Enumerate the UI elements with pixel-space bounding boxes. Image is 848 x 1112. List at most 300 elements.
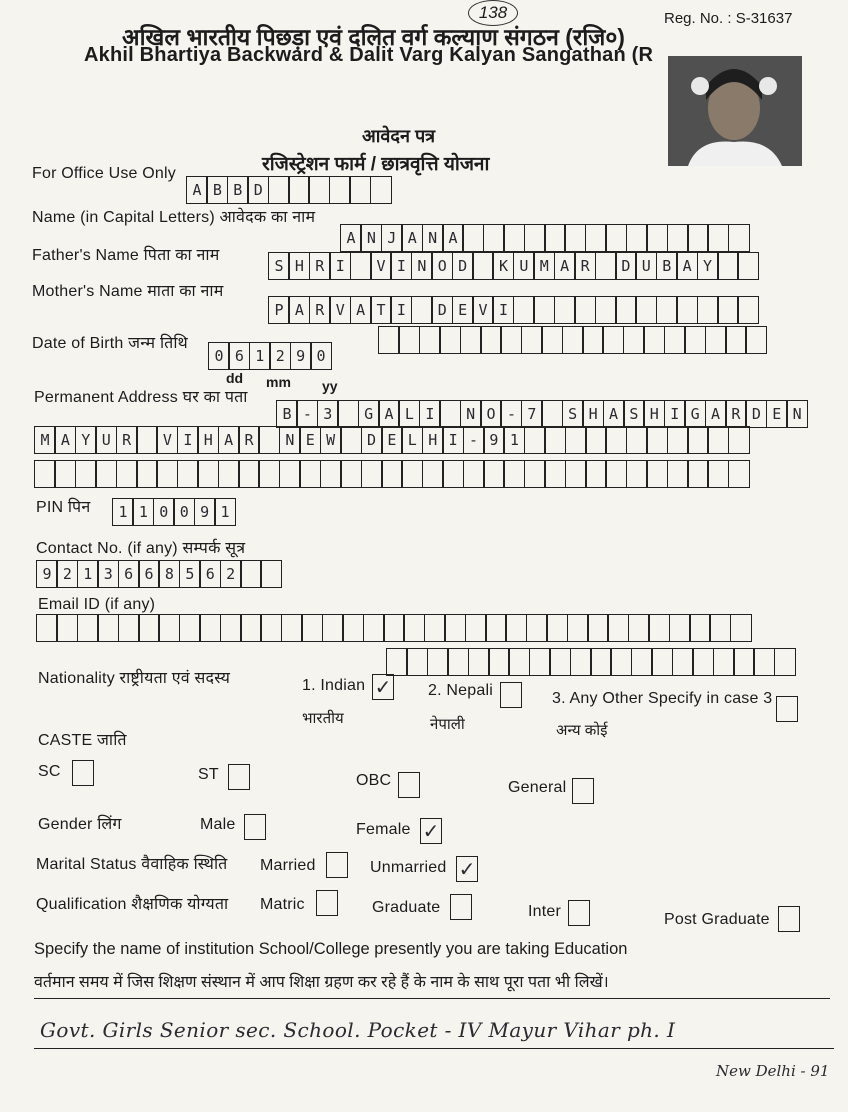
character-box[interactable] — [503, 460, 525, 488]
character-box[interactable]: O — [431, 252, 453, 280]
character-box[interactable]: J — [381, 224, 403, 252]
character-box[interactable] — [643, 326, 665, 354]
character-box[interactable] — [725, 326, 747, 354]
character-box[interactable]: 0 — [310, 342, 332, 370]
character-box[interactable]: - — [463, 426, 485, 454]
character-box[interactable]: E — [766, 400, 788, 428]
character-box[interactable]: R — [309, 296, 331, 324]
character-box[interactable] — [705, 326, 727, 354]
character-box[interactable] — [626, 460, 648, 488]
character-box[interactable]: A — [676, 252, 698, 280]
character-box[interactable]: H — [422, 426, 444, 454]
character-box[interactable]: N — [460, 400, 482, 428]
character-box[interactable] — [75, 460, 97, 488]
character-box[interactable] — [607, 614, 629, 642]
caste-sc-checkbox[interactable] — [72, 760, 94, 786]
office-use-boxes[interactable] — [186, 176, 390, 204]
caste-st-checkbox[interactable] — [228, 764, 250, 790]
character-box[interactable]: A — [54, 426, 76, 454]
character-box[interactable]: 1 — [77, 560, 99, 588]
character-box[interactable] — [717, 252, 739, 280]
character-box[interactable] — [562, 326, 584, 354]
character-box[interactable] — [439, 400, 461, 428]
character-box[interactable]: R — [574, 252, 596, 280]
character-box[interactable] — [610, 648, 632, 676]
character-box[interactable] — [590, 648, 612, 676]
marital-unmarried-checkbox[interactable]: ✓ — [456, 856, 478, 882]
character-box[interactable] — [669, 614, 691, 642]
character-box[interactable] — [513, 296, 535, 324]
character-box[interactable] — [628, 614, 650, 642]
character-box[interactable] — [774, 648, 796, 676]
character-box[interactable] — [524, 426, 546, 454]
character-box[interactable]: A — [288, 296, 310, 324]
character-box[interactable] — [541, 400, 563, 428]
character-box[interactable]: D — [247, 176, 269, 204]
character-box[interactable] — [56, 614, 78, 642]
character-box[interactable] — [258, 460, 280, 488]
character-box[interactable]: D — [615, 252, 637, 280]
character-box[interactable]: 1 — [112, 498, 134, 526]
character-box[interactable] — [442, 460, 464, 488]
character-box[interactable] — [565, 426, 587, 454]
character-box[interactable] — [260, 560, 282, 588]
character-box[interactable]: A — [705, 400, 727, 428]
character-box[interactable] — [350, 252, 372, 280]
character-box[interactable]: N — [411, 252, 433, 280]
character-box[interactable] — [349, 176, 371, 204]
character-box[interactable]: E — [299, 426, 321, 454]
character-box[interactable] — [651, 648, 673, 676]
character-box[interactable]: I — [442, 426, 464, 454]
character-box[interactable]: 9 — [290, 342, 312, 370]
character-box[interactable]: B — [227, 176, 249, 204]
character-box[interactable] — [623, 326, 645, 354]
character-box[interactable] — [526, 614, 548, 642]
character-box[interactable]: 7 — [521, 400, 543, 428]
character-box[interactable] — [444, 614, 466, 642]
character-box[interactable]: I — [419, 400, 441, 428]
character-box[interactable] — [728, 224, 750, 252]
character-box[interactable] — [574, 296, 596, 324]
character-box[interactable] — [401, 460, 423, 488]
character-box[interactable] — [136, 460, 158, 488]
character-box[interactable] — [419, 326, 441, 354]
character-box[interactable]: 9 — [483, 426, 505, 454]
character-box[interactable] — [605, 426, 627, 454]
character-box[interactable]: 0 — [208, 342, 230, 370]
character-box[interactable] — [508, 648, 530, 676]
character-box[interactable] — [483, 460, 505, 488]
character-box[interactable] — [646, 460, 668, 488]
character-box[interactable] — [707, 224, 729, 252]
character-box[interactable]: H — [197, 426, 219, 454]
character-box[interactable]: 1 — [503, 426, 525, 454]
character-box[interactable] — [529, 648, 551, 676]
character-box[interactable] — [260, 614, 282, 642]
character-box[interactable] — [158, 614, 180, 642]
character-box[interactable]: 3 — [317, 400, 339, 428]
character-box[interactable]: A — [401, 224, 423, 252]
nationality-indian-checkbox[interactable]: ✓ — [372, 674, 394, 700]
character-box[interactable] — [533, 296, 555, 324]
gender-female-checkbox[interactable]: ✓ — [420, 818, 442, 844]
qualification-matric-checkbox[interactable] — [316, 890, 338, 916]
character-box[interactable] — [687, 460, 709, 488]
character-box[interactable]: 1 — [249, 342, 271, 370]
character-box[interactable] — [116, 460, 138, 488]
character-box[interactable]: M — [34, 426, 56, 454]
character-box[interactable]: A — [554, 252, 576, 280]
character-box[interactable] — [709, 614, 731, 642]
character-box[interactable] — [406, 648, 428, 676]
character-box[interactable]: S — [623, 400, 645, 428]
nationality-nepali-checkbox[interactable] — [500, 682, 522, 708]
character-box[interactable] — [656, 296, 678, 324]
character-box[interactable] — [279, 460, 301, 488]
character-box[interactable] — [745, 326, 767, 354]
character-box[interactable] — [462, 224, 484, 252]
character-box[interactable] — [707, 426, 729, 454]
gender-male-checkbox[interactable] — [244, 814, 266, 840]
character-box[interactable] — [480, 326, 502, 354]
character-box[interactable]: 2 — [269, 342, 291, 370]
marital-married-checkbox[interactable] — [326, 852, 348, 878]
character-box[interactable]: B — [206, 176, 228, 204]
character-box[interactable] — [320, 460, 342, 488]
contact-boxes[interactable] — [36, 560, 281, 588]
character-box[interactable] — [687, 224, 709, 252]
character-box[interactable] — [378, 326, 400, 354]
character-box[interactable] — [220, 614, 242, 642]
character-box[interactable] — [340, 426, 362, 454]
character-box[interactable] — [570, 648, 592, 676]
character-box[interactable] — [337, 400, 359, 428]
character-box[interactable]: 0 — [173, 498, 195, 526]
character-box[interactable] — [299, 460, 321, 488]
character-box[interactable]: I — [177, 426, 199, 454]
father-name-boxes[interactable] — [268, 252, 758, 280]
character-box[interactable] — [322, 614, 344, 642]
character-box[interactable] — [707, 460, 729, 488]
character-box[interactable] — [646, 426, 668, 454]
character-box[interactable]: B — [276, 400, 298, 428]
character-box[interactable]: D — [361, 426, 383, 454]
character-box[interactable]: 5 — [179, 560, 201, 588]
character-box[interactable]: 9 — [36, 560, 58, 588]
character-box[interactable] — [595, 252, 617, 280]
character-box[interactable]: G — [358, 400, 380, 428]
character-box[interactable]: - — [500, 400, 522, 428]
character-box[interactable] — [689, 614, 711, 642]
pin-boxes[interactable] — [112, 498, 234, 526]
character-box[interactable]: A — [218, 426, 240, 454]
caste-obc-checkbox[interactable] — [398, 772, 420, 798]
character-box[interactable] — [281, 614, 303, 642]
character-box[interactable]: 9 — [194, 498, 216, 526]
character-box[interactable]: D — [745, 400, 767, 428]
character-box[interactable]: S — [268, 252, 290, 280]
character-box[interactable] — [447, 648, 469, 676]
character-box[interactable]: L — [398, 400, 420, 428]
character-box[interactable]: A — [340, 224, 362, 252]
character-box[interactable]: E — [452, 296, 474, 324]
character-box[interactable]: Y — [75, 426, 97, 454]
character-box[interactable] — [460, 326, 482, 354]
character-box[interactable]: 2 — [56, 560, 78, 588]
character-box[interactable] — [615, 296, 637, 324]
character-box[interactable]: R — [238, 426, 260, 454]
character-box[interactable]: 1 — [132, 498, 154, 526]
character-box[interactable]: I — [390, 252, 412, 280]
character-box[interactable] — [463, 460, 485, 488]
character-box[interactable] — [138, 614, 160, 642]
character-box[interactable] — [635, 296, 657, 324]
character-box[interactable]: V — [329, 296, 351, 324]
character-box[interactable]: N — [279, 426, 301, 454]
character-box[interactable] — [595, 296, 617, 324]
address-boxes-3[interactable] — [34, 460, 748, 488]
character-box[interactable]: 3 — [97, 560, 119, 588]
character-box[interactable]: R — [116, 426, 138, 454]
character-box[interactable] — [34, 460, 56, 488]
character-box[interactable] — [564, 224, 586, 252]
character-box[interactable]: U — [95, 426, 117, 454]
character-box[interactable] — [505, 614, 527, 642]
character-box[interactable] — [585, 426, 607, 454]
character-box[interactable]: B — [656, 252, 678, 280]
character-box[interactable] — [240, 560, 262, 588]
character-box[interactable] — [403, 614, 425, 642]
character-box[interactable]: V — [472, 296, 494, 324]
character-box[interactable]: - — [296, 400, 318, 428]
character-box[interactable]: Y — [697, 252, 719, 280]
character-box[interactable]: N — [422, 224, 444, 252]
character-box[interactable]: 6 — [228, 342, 250, 370]
character-box[interactable] — [737, 296, 759, 324]
mother-name-boxes-2[interactable] — [378, 326, 766, 354]
character-box[interactable] — [733, 648, 755, 676]
character-box[interactable] — [544, 460, 566, 488]
character-box[interactable]: G — [684, 400, 706, 428]
character-box[interactable] — [422, 460, 444, 488]
character-box[interactable] — [626, 426, 648, 454]
character-box[interactable]: A — [350, 296, 372, 324]
character-box[interactable] — [36, 614, 58, 642]
character-box[interactable] — [585, 460, 607, 488]
character-box[interactable] — [240, 614, 262, 642]
character-box[interactable] — [483, 224, 505, 252]
qualification-inter-checkbox[interactable] — [568, 900, 590, 926]
character-box[interactable] — [667, 460, 689, 488]
email-boxes-1[interactable] — [36, 614, 750, 642]
character-box[interactable] — [199, 614, 221, 642]
character-box[interactable] — [521, 326, 543, 354]
character-box[interactable] — [672, 648, 694, 676]
character-box[interactable]: 6 — [138, 560, 160, 588]
character-box[interactable] — [737, 252, 759, 280]
qualification-post-graduate-checkbox[interactable] — [778, 906, 800, 932]
caste-general-checkbox[interactable] — [572, 778, 594, 804]
character-box[interactable] — [383, 614, 405, 642]
character-box[interactable] — [301, 614, 323, 642]
character-box[interactable] — [728, 426, 750, 454]
character-box[interactable] — [730, 614, 752, 642]
character-box[interactable] — [288, 176, 310, 204]
character-box[interactable] — [218, 460, 240, 488]
character-box[interactable] — [544, 224, 566, 252]
character-box[interactable]: U — [513, 252, 535, 280]
institution-handwritten-line-1[interactable]: Govt. Girls Senior sec. School. Pocket - IV Mayur Vihar ph. I — [40, 1018, 676, 1042]
character-box[interactable]: T — [370, 296, 392, 324]
character-box[interactable] — [605, 460, 627, 488]
character-box[interactable]: 2 — [220, 560, 242, 588]
character-box[interactable]: E — [381, 426, 403, 454]
character-box[interactable] — [97, 614, 119, 642]
character-box[interactable] — [268, 176, 290, 204]
nationality-other-checkbox[interactable] — [776, 696, 798, 722]
character-box[interactable] — [524, 460, 546, 488]
character-box[interactable] — [386, 648, 408, 676]
character-box[interactable] — [238, 460, 260, 488]
character-box[interactable] — [118, 614, 140, 642]
character-box[interactable] — [500, 326, 522, 354]
character-box[interactable] — [546, 614, 568, 642]
character-box[interactable] — [646, 224, 668, 252]
character-box[interactable] — [485, 614, 507, 642]
character-box[interactable] — [541, 326, 563, 354]
character-box[interactable] — [472, 252, 494, 280]
character-box[interactable]: H — [288, 252, 310, 280]
character-box[interactable] — [179, 614, 201, 642]
character-box[interactable] — [667, 426, 689, 454]
character-box[interactable]: R — [309, 252, 331, 280]
character-box[interactable]: N — [360, 224, 382, 252]
character-box[interactable] — [342, 614, 364, 642]
character-box[interactable] — [587, 614, 609, 642]
character-box[interactable] — [728, 460, 750, 488]
character-box[interactable] — [667, 224, 689, 252]
name-boxes[interactable] — [340, 224, 748, 252]
character-box[interactable]: 1 — [214, 498, 236, 526]
character-box[interactable] — [54, 460, 76, 488]
character-box[interactable] — [439, 326, 461, 354]
character-box[interactable]: I — [664, 400, 686, 428]
dob-boxes[interactable] — [208, 342, 330, 370]
character-box[interactable] — [361, 460, 383, 488]
character-box[interactable] — [156, 460, 178, 488]
character-box[interactable] — [554, 296, 576, 324]
character-box[interactable]: 0 — [153, 498, 175, 526]
character-box[interactable]: I — [492, 296, 514, 324]
character-box[interactable]: D — [431, 296, 453, 324]
character-box[interactable] — [465, 614, 487, 642]
character-box[interactable] — [524, 224, 546, 252]
character-box[interactable]: I — [390, 296, 412, 324]
character-box[interactable] — [77, 614, 99, 642]
character-box[interactable] — [664, 326, 686, 354]
character-box[interactable] — [753, 648, 775, 676]
character-box[interactable] — [684, 326, 706, 354]
character-box[interactable] — [197, 460, 219, 488]
character-box[interactable] — [676, 296, 698, 324]
mother-name-boxes[interactable] — [268, 296, 758, 324]
character-box[interactable] — [626, 224, 648, 252]
character-box[interactable] — [631, 648, 653, 676]
character-box[interactable] — [549, 648, 571, 676]
address-boxes-2[interactable] — [34, 426, 748, 454]
character-box[interactable]: D — [452, 252, 474, 280]
institution-handwritten-line-2[interactable]: New Delhi - 91 — [716, 1062, 830, 1080]
character-box[interactable] — [381, 460, 403, 488]
character-box[interactable]: V — [156, 426, 178, 454]
character-box[interactable] — [308, 176, 330, 204]
character-box[interactable]: 6 — [118, 560, 140, 588]
character-box[interactable] — [329, 176, 351, 204]
character-box[interactable] — [602, 326, 624, 354]
character-box[interactable]: A — [603, 400, 625, 428]
character-box[interactable] — [411, 296, 433, 324]
character-box[interactable] — [370, 176, 392, 204]
character-box[interactable] — [692, 648, 714, 676]
character-box[interactable] — [544, 426, 566, 454]
character-box[interactable] — [340, 460, 362, 488]
character-box[interactable] — [177, 460, 199, 488]
character-box[interactable] — [488, 648, 510, 676]
character-box[interactable] — [427, 648, 449, 676]
character-box[interactable] — [398, 326, 420, 354]
character-box[interactable]: A — [186, 176, 208, 204]
character-box[interactable] — [424, 614, 446, 642]
character-box[interactable]: H — [643, 400, 665, 428]
character-box[interactable] — [648, 614, 670, 642]
character-box[interactable]: U — [635, 252, 657, 280]
character-box[interactable]: 8 — [158, 560, 180, 588]
character-box[interactable] — [258, 426, 280, 454]
character-box[interactable]: 6 — [199, 560, 221, 588]
character-box[interactable] — [567, 614, 589, 642]
character-box[interactable]: S — [562, 400, 584, 428]
character-box[interactable] — [697, 296, 719, 324]
character-box[interactable] — [363, 614, 385, 642]
character-box[interactable] — [605, 224, 627, 252]
character-box[interactable] — [582, 326, 604, 354]
character-box[interactable] — [585, 224, 607, 252]
character-box[interactable]: P — [268, 296, 290, 324]
character-box[interactable] — [468, 648, 490, 676]
character-box[interactable] — [713, 648, 735, 676]
address-boxes-1[interactable] — [276, 400, 807, 428]
character-box[interactable] — [136, 426, 158, 454]
character-box[interactable]: V — [370, 252, 392, 280]
email-boxes-2[interactable] — [386, 648, 794, 676]
character-box[interactable] — [687, 426, 709, 454]
character-box[interactable]: N — [786, 400, 808, 428]
character-box[interactable]: H — [582, 400, 604, 428]
character-box[interactable]: I — [329, 252, 351, 280]
character-box[interactable] — [565, 460, 587, 488]
character-box[interactable]: M — [533, 252, 555, 280]
character-box[interactable]: W — [320, 426, 342, 454]
character-box[interactable] — [503, 224, 525, 252]
character-box[interactable]: A — [378, 400, 400, 428]
character-box[interactable]: K — [492, 252, 514, 280]
character-box[interactable] — [95, 460, 117, 488]
qualification-graduate-checkbox[interactable] — [450, 894, 472, 920]
character-box[interactable]: L — [401, 426, 423, 454]
character-box[interactable]: O — [480, 400, 502, 428]
character-box[interactable] — [717, 296, 739, 324]
